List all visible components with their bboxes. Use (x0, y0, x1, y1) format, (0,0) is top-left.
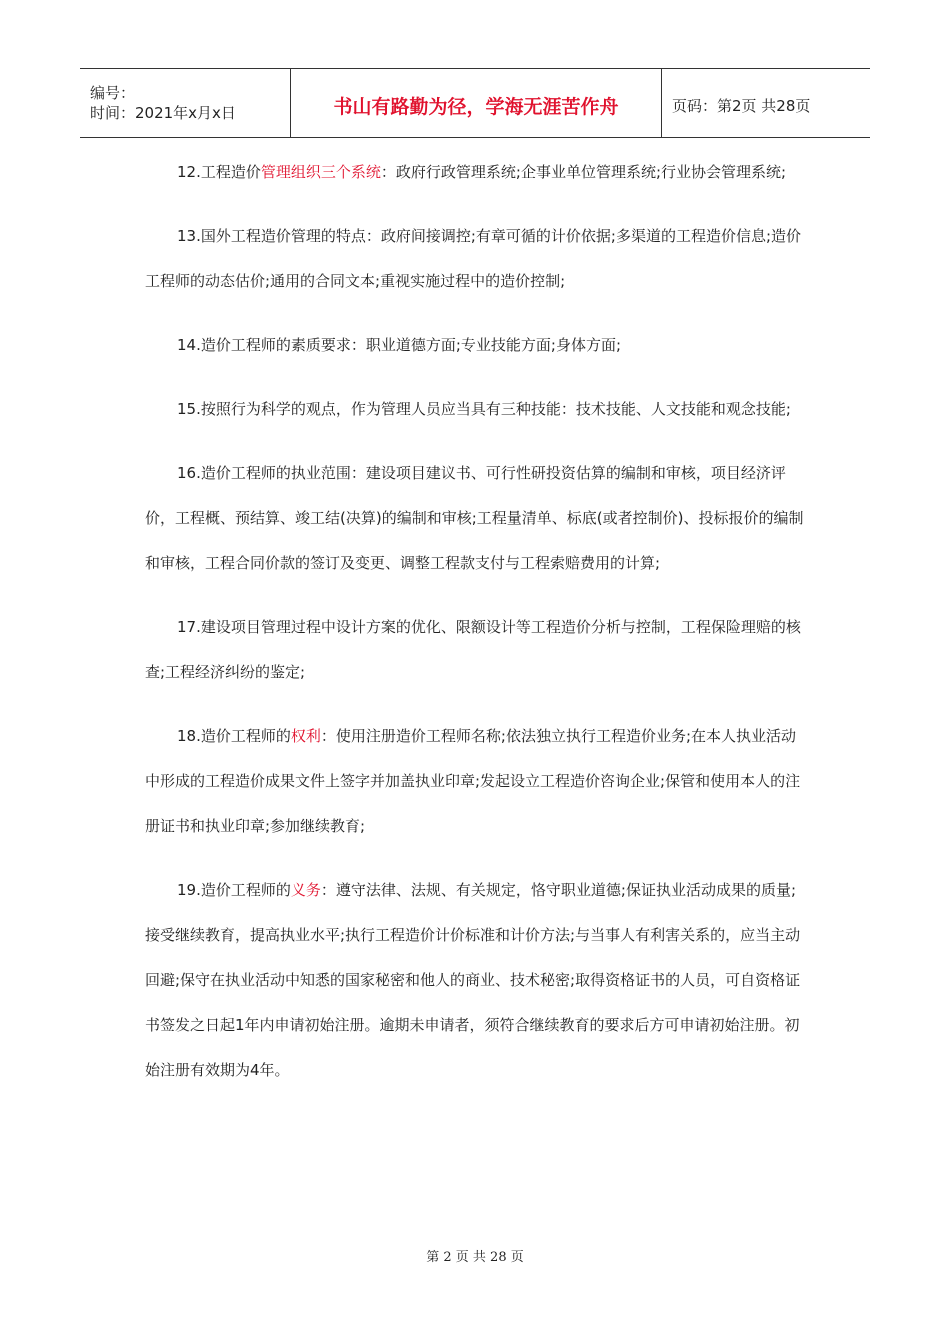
paragraph-13 (145, 214, 805, 304)
highlight-text: 权利 (290, 727, 321, 745)
paragraph-text: 造价工程师的 (200, 881, 291, 899)
item-number: 17. (177, 618, 201, 636)
paragraph-18 (145, 714, 805, 849)
paragraph-15 (145, 387, 805, 432)
header-meta (80, 69, 291, 137)
highlight-text: 管理组织三个系统 (260, 163, 381, 181)
paragraph-text: ：使用注册造价工程师名称;依法独立执行工程造价业务;在本人执业活动中形成的工程造价成果文件上签字并加盖执业印章;发起设立工程造价咨询企业;保管和使用本人的注册证书和执业印章;参加继续教育; (145, 727, 801, 835)
paragraph-12 (145, 150, 805, 195)
paragraph-text: 造价工程师的执业范围：建设项目建议书、可行性研投资估算的编制和审核，项目经济评价，工程概、预结算、竣工结(决算)的编制和审核;工程量清单、标底(或者控制价)、投标报价的编制和审核，工程合同价款的签订及变更、调整工程款支付与工程索赔费用的计算; (145, 464, 804, 572)
paragraph-text: 造价工程师的 (200, 727, 291, 745)
paragraph-text: 造价工程师的素质要求：职业道德方面;专业技能方面;身体方面; (200, 336, 622, 354)
header-motto: 书山有路勤为径，学海无涯苦作舟 (291, 69, 662, 137)
paragraph-text: 工程造价 (200, 163, 261, 181)
paragraph-text: ：遵守法律、法规、有关规定，恪守职业道德;保证执业活动成果的质量;接受继续教育，提高执业水平;执行工程造价计价标准和计价方法;与当事人有利害关系的，应当主动回避;保守在执业活动中知悉的国家秘密和他人的商业、技术秘密;取得资格证书的人员，可自资格证书签发之日起1年内申请初始注册。逾期未申请者，须符合继续教育的要求后方可申请初始注册。初始注册有效期为4年。 (145, 881, 801, 1079)
item-number: 14. (177, 336, 201, 354)
item-number: 12. (177, 163, 201, 181)
paragraph-text: 按照行为科学的观点，作为管理人员应当具有三种技能：技术技能、人文技能和观念技能; (200, 400, 791, 418)
paragraph-16 (145, 451, 805, 586)
paragraph-text: 国外工程造价管理的特点：政府间接调控;有章可循的计价依据;多渠道的工程造价信息;造价工程师的动态估价;通用的合同文本;重视实施过程中的造价控制; (145, 227, 802, 290)
item-number: 13. (177, 227, 201, 245)
highlight-text: 义务 (290, 881, 321, 899)
document-body (145, 150, 805, 1112)
item-number: 16. (177, 464, 201, 482)
paragraph-text: 建设项目管理过程中设计方案的优化、限额设计等工程造价分析与控制，工程保险理赔的核查;工程经济纠纷的鉴定; (145, 618, 801, 681)
item-number: 18. (177, 727, 201, 745)
paragraph-17 (145, 605, 805, 695)
item-number: 19. (177, 881, 201, 899)
number-label: 编号： (90, 84, 136, 102)
page-header (80, 68, 870, 138)
item-number: 15. (177, 400, 201, 418)
paragraph-19 (145, 868, 805, 1093)
paragraph-text: ：政府行政管理系统;企事业单位管理系统;行业协会管理系统; (380, 163, 787, 181)
header-page-info: 页码：第2页 共28页 (672, 96, 811, 115)
time-label: 时间：2021年x月x日 (90, 104, 236, 122)
paragraph-14 (145, 323, 805, 368)
page-footer: 第 2 页 共 28 页 (426, 1250, 524, 1265)
